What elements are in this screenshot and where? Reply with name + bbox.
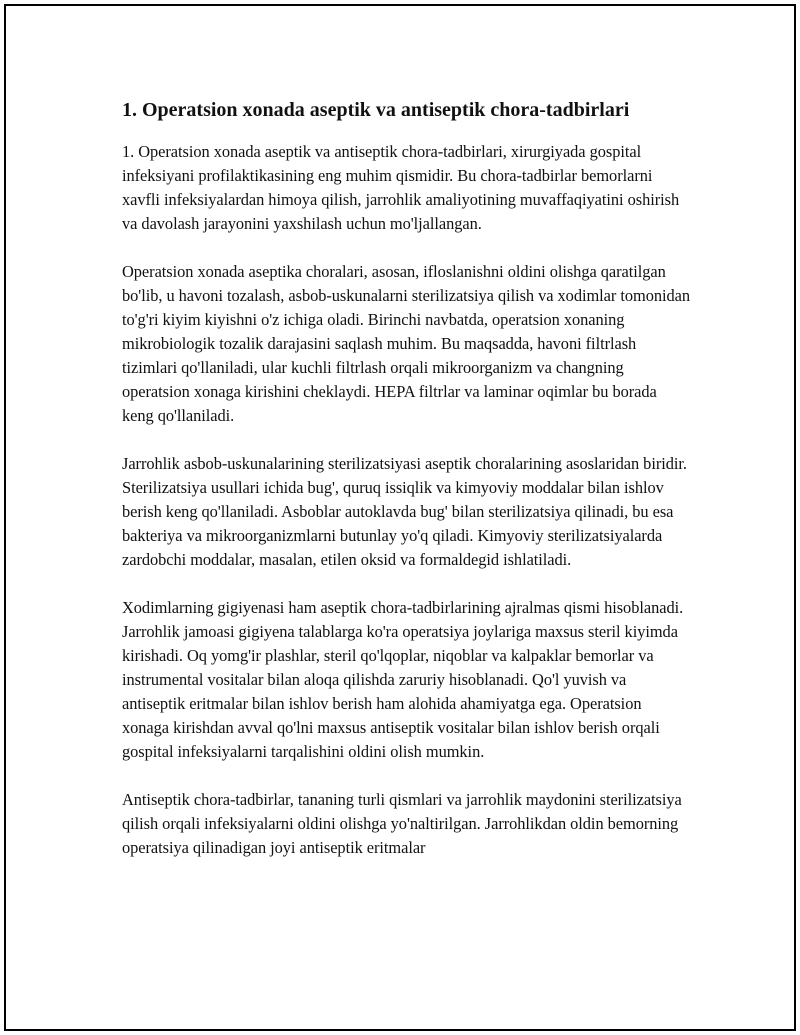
paragraph-aseptic-measures: Operatsion xonada aseptika choralari, asosan, ifloslanishni oldini olishga qaratilgan bo'lib, u havoni tozalash, asbob-uskunalarni sterilizatsiya qilish va xodimlar tomonidan to'g'ri kiyim kiyishni o'z ichiga oladi. Birinchi navbatda, operatsion xonaning mikrobiologik tozalik darajasini saqlash muhim. Bu maqsadda, havoni filtrlash tizimlari qo'llaniladi, ular kuchli filtrlash orqali mikroorganizm va changning operatsion xonaga kirishini cheklaydi. HEPA filtrlar va laminar oqimlar bu borada keng qo'llaniladi. [122,262,691,425]
document-content [122,92,692,884]
paragraph-antiseptic-measures: Antiseptik chora-tadbirlar, tananing turli qismlari va jarrohlik maydonini sterilizatsiya qilish orqali infeksiyalarni oldini olishga yo'naltirilgan. Jarrohlikdan oldin bemorning operatsiya qilinadigan joyi antiseptik eritmalar [122,790,682,857]
paragraph-staff-hygiene: Xodimlarning gigiyenasi ham aseptik chora-tadbirlarining ajralmas qismi hisoblanadi. Jarrohlik jamoasi gigiyena talablarga ko'ra operatsiya joylariga maxsus steril kiyimda kirishadi. Oq yomg'ir plashlar, steril qo'lqoplar, niqoblar va kalpaklar bemorlar va instrumental vositalar bilan aloqa qilishda zaruriy hisoblanadi. Qo'l yuvish va antiseptik eritmalar bilan ishlov berish ham alohida ahamiyatga ega. Operatsion xonaga kirishdan avval qo'lni maxsus antiseptik vositalar bilan ishlov berish orqali gospital infeksiyalarni tarqalishini oldini olish mumkin. [122,598,684,761]
document-page [4,4,796,1031]
paragraph-sterilization: Jarrohlik asbob-uskunalarining sterilizatsiyasi aseptik choralarining asoslaridan biridir. Sterilizatsiya usullari ichida bug', quruq issiqlik va kimyoviy moddalar bilan ishlov berish keng qo'llaniladi. Asboblar autoklavda bug' bilan sterilizatsiya qilinadi, bu esa bakteriya va mikroorganizmlarni butunlay yo'q qiladi. Kimyoviy sterilizatsiyalarda zardobchi moddalar, masalan, etilen oksid va formaldegid ishlatiladi. [122,454,687,569]
paragraph-intro: 1. Operatsion xonada aseptik va antiseptik chora-tadbirlari, xirurgiyada gospital infeksiyani profilaktikasining eng muhim qismidir. Bu chora-tadbirlar bemorlarni xavfli infeksiyalardan himoya qilish, jarrohlik amaliyotining muvaffaqiyatini oshirish va davolash jarayonini yaxshilash uchun mo'ljallangan. [122,142,680,233]
document-title: 1. Operatsion xonada aseptik va antiseptik chora-tadbirlari [122,99,630,121]
